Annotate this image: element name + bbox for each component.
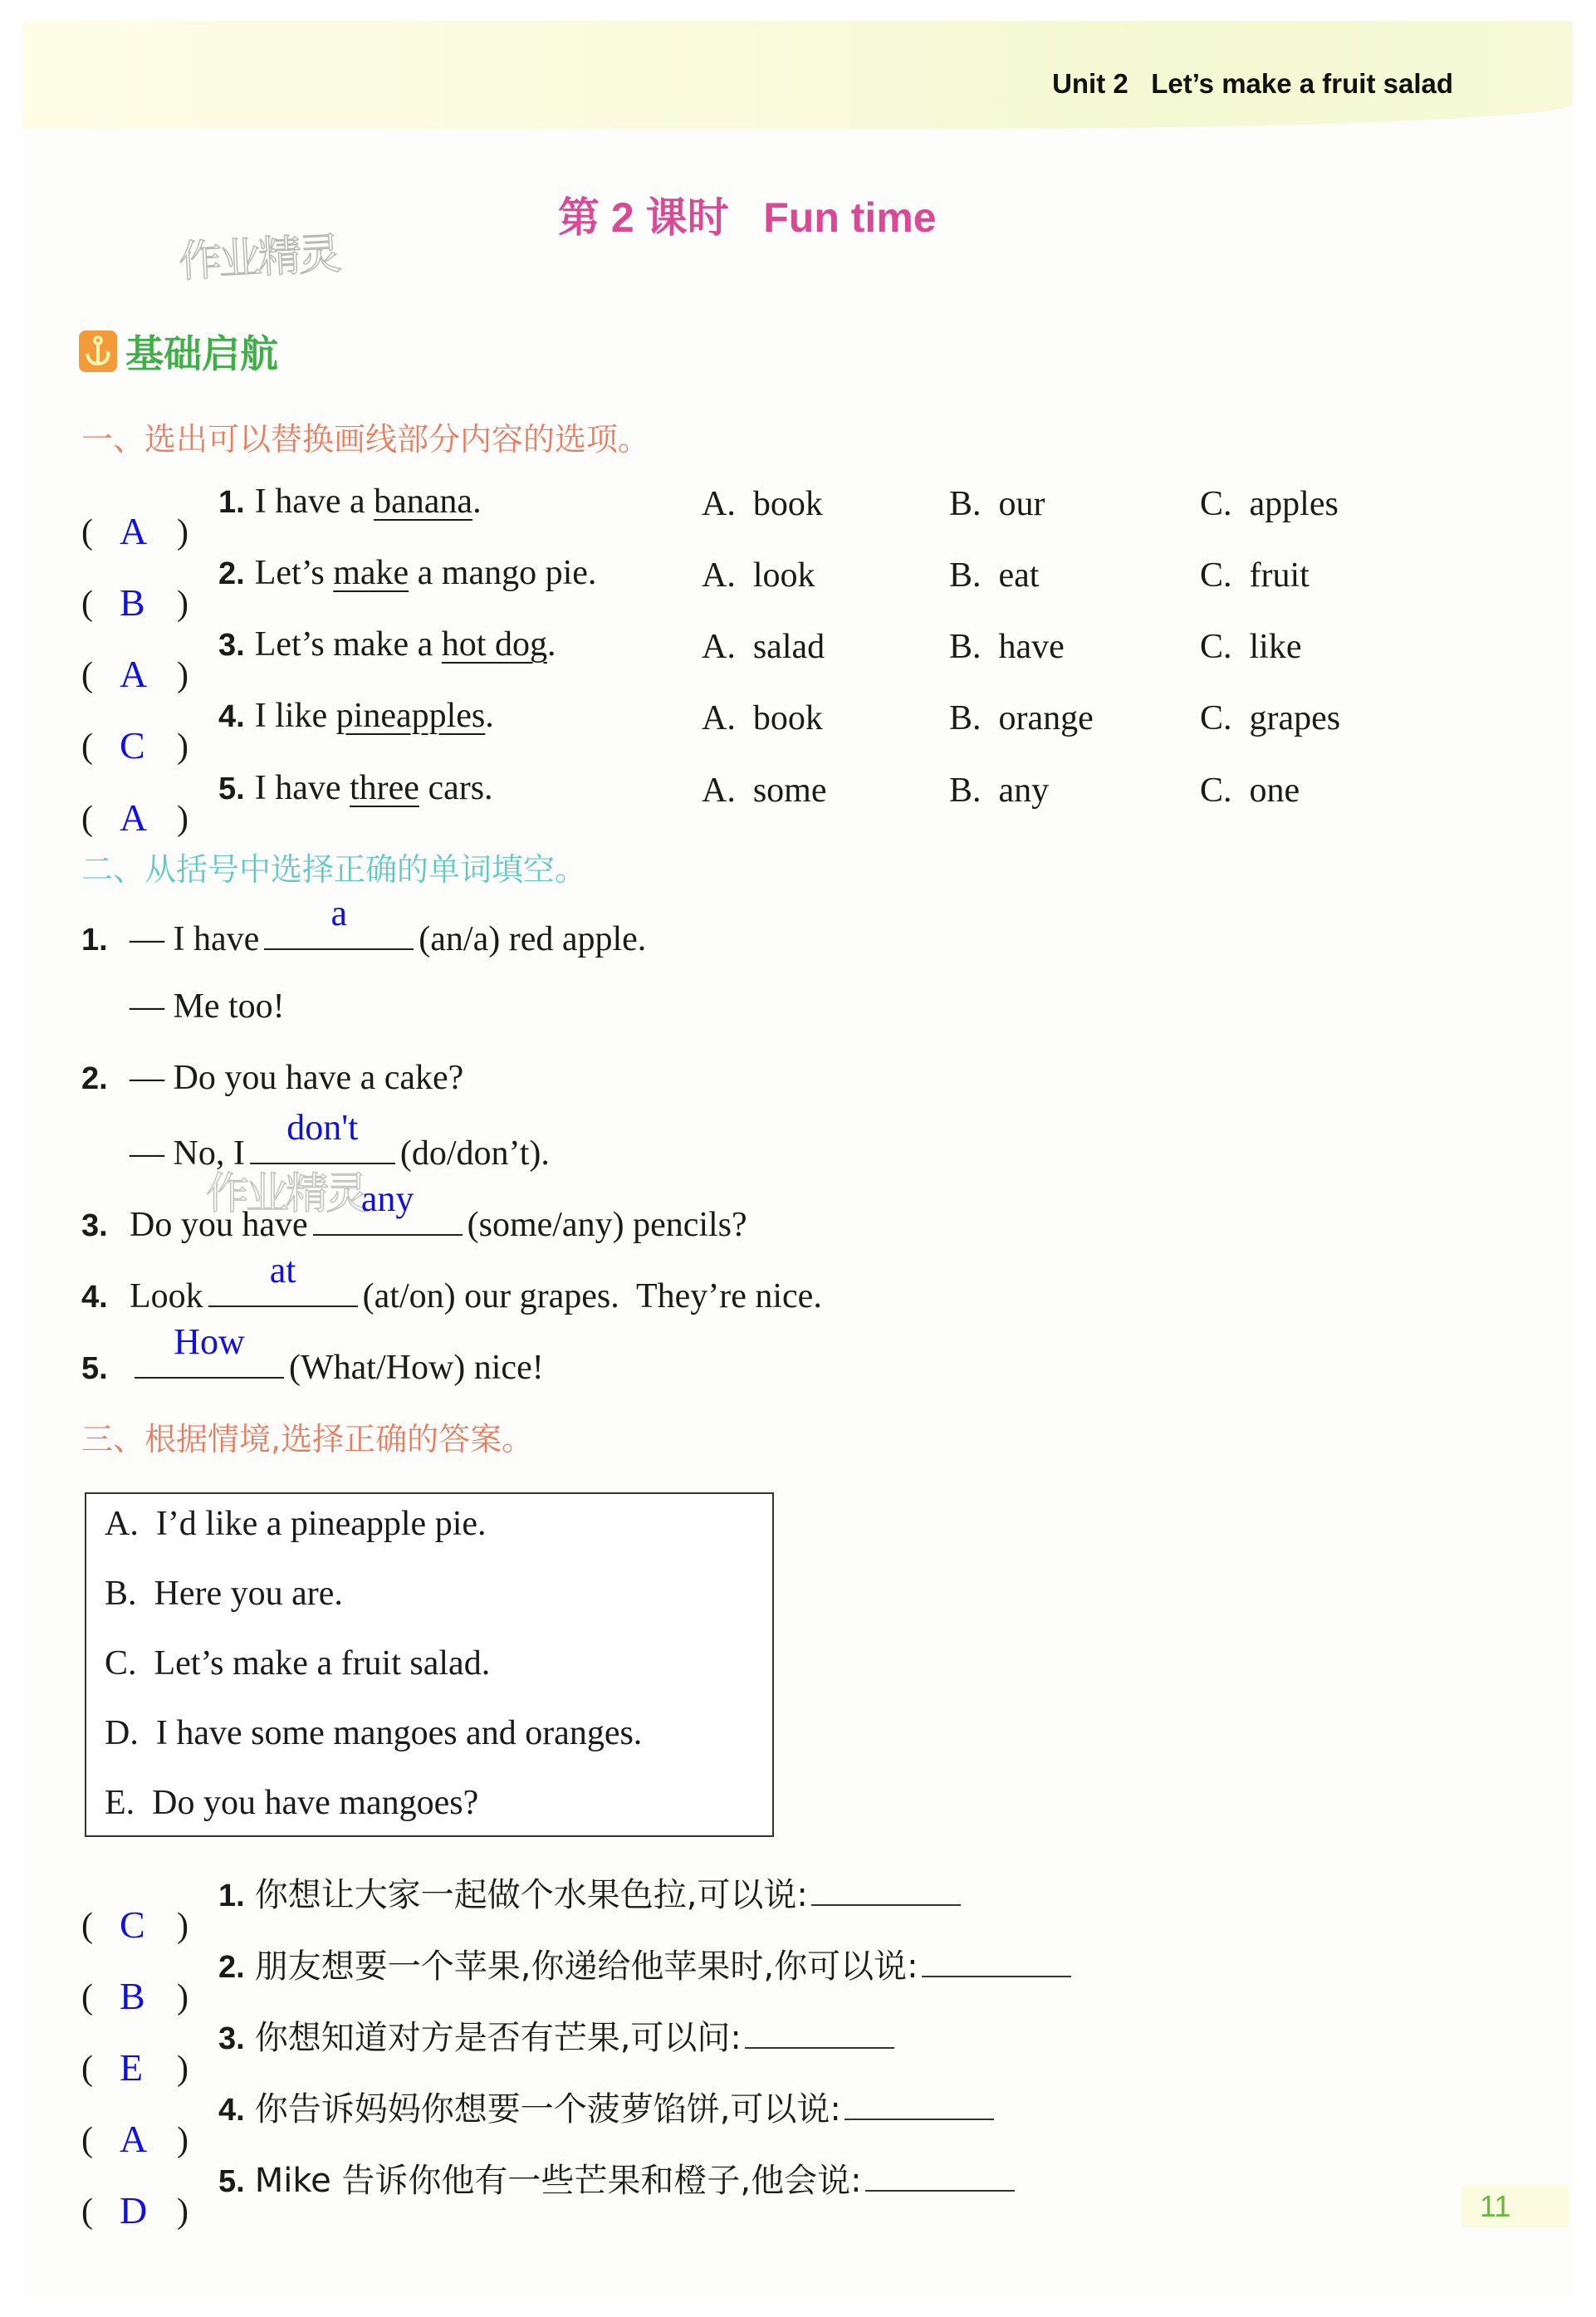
left-paren: ( — [81, 2121, 93, 2159]
situation-row — [81, 2011, 894, 2089]
answer-line[interactable] — [811, 1874, 961, 1906]
fill-item — [81, 1250, 822, 1316]
question-row — [81, 553, 597, 624]
left-paren: ( — [81, 2192, 93, 2231]
choice-a: A. I’d like a pineapple pie. — [105, 1505, 487, 1543]
choice-c: C. Let’s make a fruit salad. — [105, 1644, 491, 1683]
question-row — [81, 482, 482, 552]
option-b[interactable]: B. any — [949, 772, 1050, 810]
left-paren: ( — [81, 656, 93, 694]
text-post: . — [485, 697, 494, 735]
question-text: Mike 告诉你他有一些芒果和橙子,他会说: — [254, 2162, 862, 2200]
answer-letter: A — [120, 796, 148, 839]
answer-letter: B — [120, 1975, 145, 2017]
answer-blank[interactable] — [264, 893, 414, 950]
answer-letter: D — [120, 2189, 148, 2231]
choices-box — [85, 1492, 774, 1837]
text-pre: I have — [254, 769, 350, 807]
underlined-phrase: make — [333, 554, 409, 592]
option-b[interactable]: B. have — [949, 628, 1065, 666]
question-text: 你想让大家一起做个水果色拉,可以说: — [254, 1876, 808, 1914]
text-pre: Let’s make a — [254, 625, 442, 664]
section2-heading: 二、从括号中选择正确的单词填空。 — [81, 851, 587, 888]
question-number: 4. — [218, 2093, 245, 2128]
question-text — [255, 482, 482, 522]
answer-letter: E — [120, 2046, 144, 2089]
filled-answer: at — [269, 1250, 296, 1291]
answer-blank[interactable] — [135, 1321, 284, 1379]
left-paren: ( — [81, 800, 93, 838]
question-text — [255, 768, 493, 808]
answer-blank[interactable] — [208, 1250, 358, 1307]
question-number: 1. — [218, 485, 245, 520]
option-b[interactable]: B. eat — [949, 556, 1040, 595]
left-paren: ( — [81, 585, 93, 623]
left-paren: ( — [81, 1978, 93, 2016]
item-text: Look — [130, 1277, 203, 1315]
question-number: 5. — [218, 2164, 245, 2199]
filled-answer: How — [174, 1321, 245, 1362]
option-c[interactable]: C. one — [1200, 772, 1300, 810]
underlined-phrase: pineapples — [335, 697, 486, 735]
answer-letter: B — [120, 581, 145, 624]
right-paren: ) — [177, 2192, 188, 2231]
text-post: a mango pie. — [409, 554, 597, 592]
option-c[interactable]: C. like — [1200, 628, 1302, 666]
section-badge-label: 基础启航 — [125, 331, 278, 376]
answer-letter: C — [120, 724, 145, 767]
question-number: 1. — [218, 1879, 245, 1913]
right-paren: ) — [177, 800, 188, 838]
option-b[interactable]: B. our — [949, 485, 1045, 523]
right-paren: ) — [177, 727, 188, 766]
question-text: 你想知道对方是否有芒果,可以问: — [254, 2019, 742, 2057]
answer-letter: A — [120, 653, 148, 695]
fill-item — [81, 893, 647, 959]
right-paren: ) — [177, 585, 188, 623]
situation-row — [81, 1869, 961, 1946]
option-a[interactable]: A. look — [702, 556, 815, 595]
left-paren: ( — [81, 513, 93, 551]
answer-letter: A — [120, 2118, 148, 2160]
item-number: 5. — [81, 1351, 108, 1386]
left-paren: ( — [81, 1907, 93, 1945]
question-text: 你告诉妈妈你想要一个菠萝馅饼,可以说: — [254, 2090, 841, 2128]
answer-line[interactable] — [745, 2017, 894, 2049]
filled-answer: a — [330, 893, 348, 933]
option-c[interactable]: C. grapes — [1200, 699, 1341, 737]
filled-answer: don't — [286, 1107, 359, 1148]
question-row — [81, 768, 493, 839]
answer-line[interactable] — [845, 2089, 994, 2120]
item-number: 4. — [81, 1280, 108, 1315]
answer-line[interactable] — [922, 1946, 1071, 1977]
unit-title: Unit 2 Let’s make a fruit salad — [1052, 68, 1453, 99]
option-a[interactable]: A. salad — [702, 628, 825, 666]
answer-letter: A — [120, 510, 148, 552]
section3-heading: 三、根据情境,选择正确的答案。 — [81, 1421, 534, 1457]
section-badge — [79, 324, 278, 379]
lesson-title: 第 2 课时 Fun time — [558, 194, 937, 241]
watermark: 作业精灵 — [206, 1169, 366, 1219]
question-number: 3. — [218, 628, 245, 663]
item-text: — No, I — [130, 1134, 245, 1173]
option-b[interactable]: B. orange — [949, 699, 1094, 737]
right-paren: ) — [177, 656, 188, 694]
watermark: 作业精灵 — [177, 229, 340, 287]
situation-row — [81, 2154, 1015, 2231]
right-paren: ) — [177, 2121, 188, 2159]
item-number: 1. — [81, 923, 108, 958]
text-post: cars. — [419, 769, 493, 807]
underlined-phrase: three — [349, 769, 419, 807]
answer-blank[interactable] — [313, 1178, 463, 1236]
question-text — [255, 553, 597, 593]
situation-row — [81, 2083, 994, 2160]
choice-e: E. Do you have mangoes? — [105, 1784, 479, 1822]
question-text: 朋友想要一个苹果,你递给他苹果时,你可以说: — [254, 1947, 918, 1986]
item-text-post: (at/on) our grapes. They’re nice. — [362, 1277, 822, 1315]
item-text: — Do you have a cake? — [130, 1059, 464, 1097]
question-text — [255, 625, 556, 664]
underlined-phrase: hot dog — [441, 625, 547, 664]
item-number: 3. — [81, 1208, 108, 1243]
question-number: 4. — [218, 699, 245, 734]
right-paren: ) — [177, 1907, 188, 1945]
item-text: Do you have — [130, 1206, 308, 1244]
item-text-post: (What/How) nice! — [289, 1349, 544, 1387]
choice-b: B. Here you are. — [105, 1575, 343, 1613]
item-text: — I have — [130, 920, 260, 958]
answer-blank[interactable] — [250, 1107, 395, 1164]
option-c[interactable]: C. apples — [1200, 485, 1339, 523]
text-pre: I have a — [254, 483, 375, 521]
left-paren: ( — [81, 727, 93, 766]
right-paren: ) — [177, 2050, 188, 2088]
anchor-icon — [79, 331, 117, 372]
question-number: 3. — [218, 2021, 245, 2056]
question-number: 2. — [218, 1950, 245, 1985]
text-pre: I like — [254, 697, 336, 735]
item-number: 2. — [81, 1061, 108, 1096]
page-number: 11 — [1461, 2186, 1569, 2227]
situation-row — [81, 1940, 1071, 2017]
option-a[interactable]: A. book — [702, 485, 823, 523]
text-post: . — [546, 625, 556, 664]
fill-item — [81, 987, 285, 1026]
fill-item — [81, 1107, 550, 1173]
option-a[interactable]: A. book — [702, 699, 823, 737]
item-text-post: (some/any) pencils? — [467, 1206, 747, 1244]
underlined-phrase: banana — [374, 483, 473, 521]
text-post: . — [472, 483, 482, 521]
fill-item — [81, 1321, 544, 1388]
option-c[interactable]: C. fruit — [1200, 556, 1310, 595]
item-text-post: (do/don’t). — [399, 1134, 550, 1173]
question-row — [81, 625, 556, 695]
question-text — [255, 696, 494, 736]
question-row — [81, 696, 494, 767]
filled-answer: any — [360, 1178, 414, 1219]
choice-d: D. I have some mangoes and oranges. — [105, 1714, 643, 1752]
text-pre: Let’s — [254, 554, 334, 592]
section1-heading: 一、选出可以替换画线部分内容的选项。 — [81, 421, 650, 458]
answer-line[interactable] — [865, 2160, 1015, 2192]
question-number: 5. — [218, 772, 245, 806]
left-paren: ( — [81, 2050, 93, 2088]
right-paren: ) — [177, 513, 188, 551]
option-a[interactable]: A. some — [702, 772, 827, 810]
item-text-post: (an/a) red apple. — [419, 920, 647, 958]
right-paren: ) — [177, 1978, 188, 2016]
item-text: — Me too! — [130, 987, 285, 1026]
answer-letter: C — [120, 1903, 145, 1946]
fill-item — [81, 1058, 463, 1098]
question-number: 2. — [218, 556, 245, 591]
